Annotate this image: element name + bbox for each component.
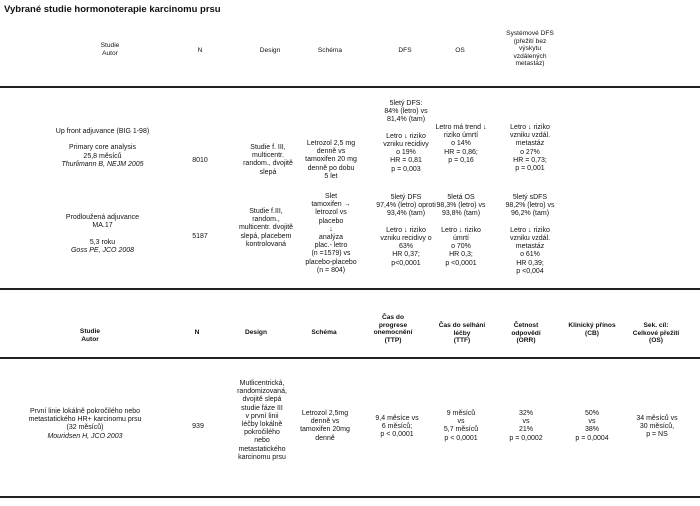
t1-row2-n: 5187: [192, 233, 208, 240]
t1-row2-sdfs-line: vzniku vzdál.: [509, 235, 551, 243]
t1-row1-dfs-line: 81,4% (tam): [386, 116, 426, 124]
t2-row-orr-line: 21%: [518, 426, 533, 434]
t2-row-ttf-line: 9 měsíců: [446, 410, 476, 417]
t1-row1-design-line: multicentr.: [252, 152, 284, 160]
t1-row2-scheme-line: analýza: [318, 234, 344, 242]
t1-header-sdfs-line: Systémové DFS: [506, 30, 554, 37]
t1-row1-sdfs-line: Letro ↓ riziko: [510, 124, 550, 131]
t1-row1-study-lines-line: Primary core analysis: [69, 144, 136, 152]
t2-row-ttp: [362, 415, 432, 440]
t1-row1-sdfs: [490, 124, 570, 173]
t1-header-dfs: DFS: [398, 47, 412, 54]
t2-row-design-line: karcinomu prsu: [238, 453, 286, 461]
t1-row2-scheme-line: plac.- letro: [314, 242, 348, 250]
t2-header-ttf-line: (TTF): [453, 337, 471, 345]
t1-row2-sdfs-line: o 61%: [520, 251, 540, 259]
t2-header-ttp-line: (TTP): [384, 336, 402, 344]
t1-header-scheme: Schéma: [317, 47, 343, 54]
t2-header-ttp: [358, 314, 428, 344]
t1-row2-scheme-line: (n =1579) vs: [311, 250, 351, 258]
t2-row-design-line: nebo: [254, 437, 270, 445]
t2-row-study: [10, 408, 160, 441]
t2-header-os-line: Celkové přežití: [632, 329, 680, 337]
t2-row-study-lines-line: metastatického HR+ karcinomu prsu: [28, 416, 142, 424]
t1-row2-design: [226, 208, 306, 249]
t1-row2-study-lines-line: 5,3 roku: [89, 238, 116, 246]
t2-header-orr-line: odpovědí: [511, 329, 541, 337]
t1-header-study-line: Autor: [102, 49, 118, 57]
t1-row1-sdfs-line: HR = 0,73;: [513, 156, 547, 164]
t1-row1-study-lines-line: 25,8 měsíců: [83, 152, 122, 160]
t1-header-sdfs-line: metastáz): [515, 60, 545, 68]
t2-header-cb-line: Klinický přínos: [568, 322, 616, 329]
t1-row1-os-line: o 14%: [451, 140, 471, 148]
t1-row1-scheme-line: Letrozol 2,5 mg: [306, 140, 356, 147]
t1-row1-scheme: [296, 140, 366, 181]
t1-header-study-line: Studie: [100, 42, 120, 49]
t1-row2-study-lines-line: [20, 230, 185, 238]
t2-header-orr-line: (ORR): [516, 337, 536, 345]
t2-header-scheme: Schéma: [311, 329, 337, 336]
t1-header-design: Design: [259, 47, 281, 54]
t2-row-cb-line: p = 0,0004: [575, 434, 609, 442]
t1-header-study: [60, 42, 160, 57]
t2-row-os-line: 30 měsíců,: [639, 423, 675, 431]
t2-row-os-line: p = NS: [646, 431, 668, 439]
t1-row1-sdfs-line: o 27%: [520, 148, 540, 156]
t2-row-author: Mouridsen H, JCO 2003: [47, 432, 123, 440]
t1-row1-scheme-line: tamoxifen 20 mg: [305, 156, 357, 164]
t2-row-ttf: [426, 410, 496, 443]
t2-row-design-line: randomizovaná,: [237, 388, 287, 396]
t1-row2-dfs-line: 5letý DFS: [390, 194, 422, 201]
t2-row-design-line: v první linii: [245, 412, 279, 420]
t1-row2-os-line: [423, 219, 499, 227]
t1-row2-sdfs-line: HR 0,39;: [516, 259, 544, 267]
t1-row1-design-line: slepá: [259, 168, 277, 176]
t1-row1-os-line: p = 0,16: [448, 156, 474, 164]
t2-row-study-lines-line: První linie lokálně pokročilého nebo: [29, 408, 141, 415]
t1-row2-study-lines-line: MA.17: [92, 222, 113, 230]
table1-header-rule: [0, 86, 700, 88]
t1-row1-dfs-line: 84% (letro) vs: [384, 108, 428, 116]
t2-header-n: N: [194, 329, 200, 336]
t1-row2-os-line: 93,8% (tam): [441, 210, 481, 218]
page-title: Vybrané studie hormonoterapie karcinomu prsu: [4, 4, 221, 15]
t1-row2-os-line: Letro ↓ riziko: [441, 226, 481, 234]
t1-row1-scheme-line: denně vs: [316, 148, 346, 156]
t1-row2-design-line: slepá, placebem: [240, 232, 292, 240]
t2-header-os-line: Sek. cíl:: [643, 322, 669, 329]
t2-row-design-line: Mutlicentrická,: [239, 380, 285, 387]
t1-row2-scheme-line: letrozol vs: [315, 209, 347, 217]
t2-header-ttf: [424, 322, 500, 345]
t2-row-cb-line: 38%: [584, 426, 599, 434]
t1-row1-sdfs-line: vzniku vzdál.: [509, 132, 551, 140]
t1-row2-os-line: o 70%: [451, 243, 471, 251]
t1-row1-dfs-line: vzniku recidivy: [383, 141, 429, 149]
t2-row-design-line: pokročilého: [244, 429, 280, 437]
t1-row1-dfs-line: p = 0,003: [391, 165, 421, 173]
t1-row1-study-lines: [20, 128, 185, 161]
t1-header-sdfs-line: vzdálených: [513, 52, 547, 60]
t1-row2-dfs-line: HR 0,37;: [392, 251, 420, 259]
t2-header-os: [616, 322, 696, 345]
t2-header-ttp-line: onemocnění: [373, 329, 413, 337]
t2-row-scheme-line: tamoxifen 20mg: [300, 426, 350, 434]
t2-row-cb-line: vs: [588, 418, 596, 426]
t2-row-scheme-line: denně vs: [310, 418, 340, 426]
t1-row2-design-line: multicentr. dvojitě: [238, 224, 294, 232]
t2-row-scheme: [290, 410, 360, 443]
t1-row2-sdfs-line: Letro ↓ riziko: [510, 226, 550, 234]
t1-row1-dfs-line: Letro ↓ riziko: [386, 132, 426, 140]
t2-header-ttp-line: progrese: [378, 321, 408, 329]
t1-row2-os-line: p <0,0001: [445, 259, 477, 267]
t2-row-ttf-line: p < 0,0001: [444, 434, 478, 442]
t1-row2-dfs-line: vzniku recidivy o: [380, 235, 432, 243]
t2-header-study-line: Studie: [79, 328, 101, 335]
t2-row-design-line: léčby lokálně: [241, 421, 283, 429]
t1-row2-design-line: random.,: [252, 216, 280, 224]
t2-header-orr-line: Četnost: [513, 322, 539, 329]
t1-header-sdfs-line: (přežití bez: [513, 37, 547, 45]
t2-row-n: 939: [192, 423, 204, 430]
t2-row-study-lines: [10, 408, 160, 433]
t1-header-sdfs: [490, 30, 570, 68]
t1-row2-sdfs-line: 98,2% (letro) vs: [505, 202, 555, 210]
t2-header-ttf-line: léčby: [453, 329, 471, 337]
t1-header-os: OS: [455, 47, 465, 54]
t1-row1-os-line: riziko úmrtí: [443, 132, 479, 140]
t1-row1-dfs-line: HR = 0,81: [390, 157, 422, 165]
t1-row1-n: 8010: [192, 157, 208, 164]
t1-row2-scheme-line: ↓: [329, 225, 333, 233]
t2-row-os: [618, 415, 696, 440]
t1-row1-author: Thurlimann B, NEJM 2005: [61, 160, 144, 168]
t2-row-orr-line: 32%: [518, 410, 533, 417]
t2-row-os-line: 34 měsíců vs: [636, 415, 678, 422]
t1-row2-os-line: HR 0,3;: [449, 251, 473, 259]
t1-row2-study: [20, 214, 185, 255]
t2-header-study-line: Autor: [81, 335, 99, 343]
t2-row-ttp-line: 6 měsíců;: [381, 423, 413, 431]
t1-row1-os-line: HR = 0,86;: [444, 148, 478, 156]
t1-row2-study-lines-line: Prodloužená adjuvance: [65, 214, 140, 221]
t1-row1-design-line: Studie f. III,: [250, 144, 286, 151]
t2-header-ttf-line: Čas do selhání: [438, 322, 486, 329]
t1-header-sdfs-line: výskytu: [519, 45, 541, 53]
t1-row2-dfs-line: p<0,0001: [391, 259, 421, 267]
t2-header-cb-line: (CB): [585, 329, 599, 337]
t2-header-os-line: (OS): [649, 337, 663, 345]
t2-row-ttf-line: 5,7 měsíců: [443, 426, 479, 434]
t2-row-design-line: metastatického: [238, 445, 286, 453]
t1-row2-author: Goss PE, JCO 2008: [70, 246, 135, 254]
t1-row2-design-line: kontrolovaná: [245, 240, 287, 248]
t1-row2-scheme-line: tamoxifen →: [311, 201, 351, 209]
t2-row-scheme-line: denně: [315, 434, 335, 442]
t1-row1-os-line: Letro má trend ↓: [435, 124, 487, 131]
t1-row2-dfs-line: 93,4% (tam): [386, 210, 426, 218]
t1-row1-study: [20, 128, 185, 169]
t1-row2-design-line: Studie f.III,: [249, 208, 283, 215]
t2-row-cb-line: 50%: [584, 410, 599, 417]
t1-row2-scheme: [296, 193, 366, 275]
t1-row1-study-lines-line: [20, 136, 185, 144]
t1-row1-scheme-line: denně po dobu: [307, 164, 355, 172]
t2-row-design-line: studie fáze III: [241, 404, 283, 412]
t1-row1-sdfs-line: metastáz: [515, 140, 545, 148]
t1-row1-design: [232, 144, 304, 177]
t1-row2-sdfs-line: 5letý sDFS: [512, 194, 548, 201]
t2-row-design-line: dvojitě slepá: [242, 396, 282, 404]
t1-row2-scheme-line: placebo-placebo: [305, 258, 357, 266]
t2-row-scheme-line: Letrozol 2,5mg: [301, 410, 349, 417]
table1-bottom-rule: [0, 288, 700, 290]
t1-row1-os: [423, 124, 499, 165]
t1-row2-sdfs: [490, 194, 570, 276]
t1-row2-scheme-line: placebo: [318, 217, 344, 225]
t2-header-ttp-line: Čas do: [382, 314, 404, 321]
t1-row1-study-lines-line: Up front adjuvance (BIG 1-98): [55, 128, 150, 135]
t1-row2-os-line: 98,3% (letro) vs: [436, 202, 486, 210]
t2-header-study: [40, 328, 140, 343]
t1-row2-scheme-line: (n = 804): [316, 266, 346, 274]
t1-row2-sdfs-line: [490, 219, 570, 227]
t2-header-design: Design: [245, 329, 267, 336]
t2-row-study-lines-line: (32 měsíců): [66, 424, 104, 432]
t2-row-orr-line: p = 0,0002: [509, 434, 543, 442]
t1-row2-dfs-line: 97,4% (letro) oproti: [376, 202, 436, 210]
t2-row-orr: [494, 410, 558, 443]
t1-row2-os-line: úmrtí: [453, 235, 469, 243]
t1-row2-sdfs-line: p <0,004: [516, 267, 544, 275]
t2-row-ttp-line: 9,4 měsíce vs: [375, 415, 419, 422]
table2-header-rule: [0, 357, 700, 359]
t1-row2-os-line: 5letá OS: [447, 194, 475, 201]
t1-row2-scheme-line: Slet: [324, 193, 338, 200]
t1-row2-dfs-line: 63%: [398, 243, 413, 251]
t1-row1-design-line: random., dvojitě: [243, 160, 293, 168]
t1-row1-dfs-line: o 19%: [396, 149, 416, 157]
t1-row1-scheme-line: 5 let: [324, 172, 338, 180]
t2-row-orr-line: vs: [522, 418, 530, 426]
table2-bottom-rule: [0, 496, 700, 498]
t1-row2-sdfs-line: metastáz: [515, 243, 545, 251]
t2-row-ttp-line: p < 0,0001: [380, 431, 414, 439]
t1-row2-os: [423, 194, 499, 268]
t1-row2-sdfs-line: 96,2% (tam): [510, 210, 550, 218]
t2-row-ttf-line: vs: [457, 418, 465, 426]
t1-row1-dfs-line: 5letý DFS:: [389, 100, 423, 107]
t1-header-n: N: [197, 47, 203, 54]
t2-header-orr: [494, 322, 558, 345]
t1-row2-dfs-line: Letro ↓ riziko: [386, 226, 426, 234]
t1-row1-sdfs-line: p = 0,001: [515, 165, 545, 173]
t1-row2-study-lines: [20, 214, 185, 247]
